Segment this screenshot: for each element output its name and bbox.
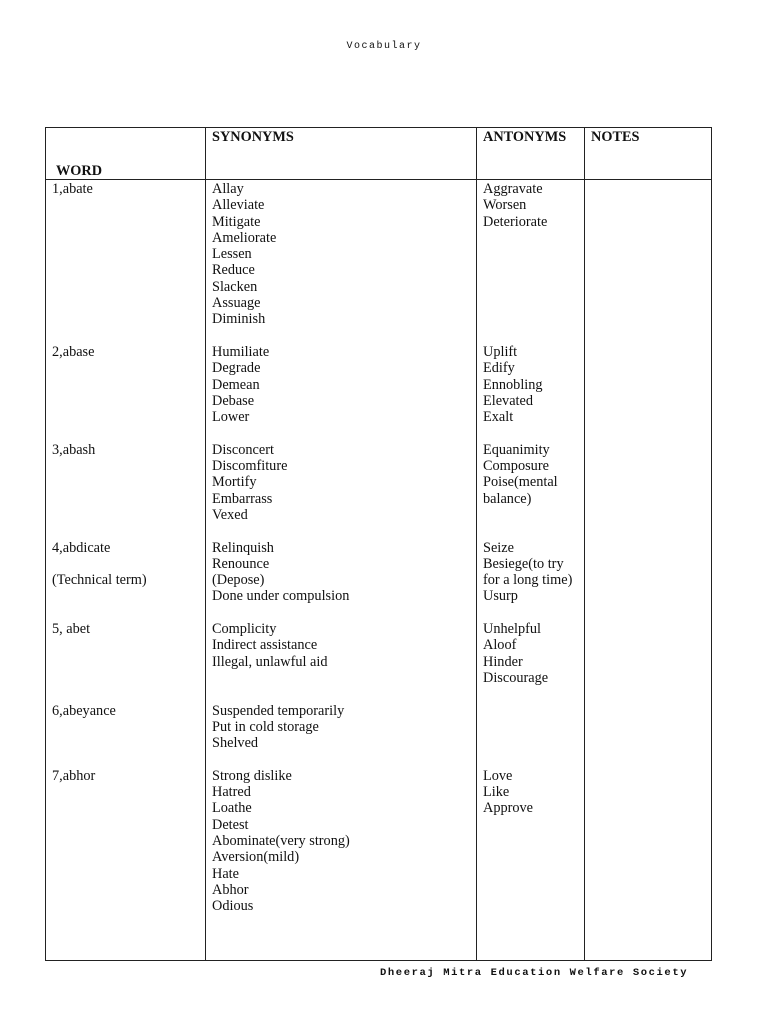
antonym-item: Aloof — [483, 637, 517, 654]
synonym-item: Done under compulsion — [212, 588, 350, 605]
synonym-item: Renounce — [212, 555, 270, 572]
synonym-item: Hatred — [212, 784, 251, 801]
antonym-item: Usurp — [483, 588, 518, 605]
synonym-item: Put in cold storage — [212, 718, 319, 735]
word-entry — [52, 344, 199, 442]
synonym-list — [212, 703, 470, 768]
antonym-item: Love — [483, 767, 513, 784]
synonym-item: Ameliorate — [212, 229, 277, 246]
synonym-item: Aversion(mild) — [212, 849, 300, 866]
antonym-item: Equanimity — [483, 441, 550, 458]
synonym-item: Mortify — [212, 474, 257, 491]
synonym-list — [212, 540, 470, 622]
synonym-item: Humiliate — [212, 344, 270, 360]
antonym-list — [483, 768, 578, 931]
synonym-item: Loathe — [212, 800, 252, 817]
antonym-item: Edify — [483, 360, 515, 377]
antonym-item: Hinder — [483, 653, 523, 670]
synonym-item: Discomfiture — [212, 458, 288, 475]
synonym-list — [212, 344, 470, 442]
word-entry — [52, 621, 199, 703]
antonym-list — [483, 181, 578, 344]
synonym-item: Complicity — [212, 621, 277, 638]
word-text: 1,abate — [52, 181, 93, 197]
antonym-item: Unhelpful — [483, 621, 541, 638]
antonym-item: Discourage — [483, 669, 549, 686]
antonym-list — [483, 621, 578, 703]
antonym-item: Aggravate — [483, 181, 543, 197]
synonym-item: Disconcert — [212, 441, 274, 458]
synonym-item: Illegal, unlawful aid — [212, 653, 328, 670]
word-text: 6,abeyance — [52, 702, 116, 719]
word-entry — [52, 703, 199, 768]
word-text: (Technical term) — [52, 572, 147, 589]
word-text — [52, 556, 199, 572]
synonym-item: Odious — [212, 898, 254, 915]
vocabulary-table — [45, 127, 712, 961]
antonym-list — [483, 540, 578, 622]
synonym-item: Demean — [212, 376, 260, 393]
synonym-item: Debase — [212, 392, 255, 409]
antonym-item: Approve — [483, 800, 534, 817]
synonym-item: Hate — [212, 865, 239, 882]
antonym-item: Ennobling — [483, 376, 543, 393]
word-text: 3,abash — [52, 441, 96, 458]
table-header-row — [46, 128, 712, 180]
table-body-row — [46, 180, 712, 961]
column-header-antonyms: ANTONYMS — [477, 128, 585, 180]
synonym-list — [212, 768, 470, 931]
antonym-list — [483, 703, 578, 768]
antonym-item: Seize — [483, 539, 514, 556]
word-column — [46, 180, 206, 961]
antonym-item: Poise(mental — [483, 474, 558, 491]
word-text: 2,abase — [52, 344, 95, 360]
word-entry — [52, 181, 199, 344]
synonym-item: Detest — [212, 816, 249, 833]
synonym-item: Lessen — [212, 246, 252, 263]
antonym-item: Elevated — [483, 392, 534, 409]
antonym-item: Like — [483, 784, 510, 801]
page-footer: Dheeraj Mitra Education Welfare Society — [380, 967, 689, 979]
antonym-item: Deteriorate — [483, 213, 548, 230]
antonym-item: Exalt — [483, 409, 514, 426]
page-header: Vocabulary — [346, 41, 422, 52]
synonym-item: Reduce — [212, 262, 255, 279]
synonym-item: Shelved — [212, 735, 259, 752]
word-text: 7,abhor — [52, 767, 96, 784]
antonym-item: Worsen — [483, 197, 527, 214]
synonym-item: Indirect assistance — [212, 637, 318, 654]
word-entry — [52, 768, 199, 931]
antonym-item: Besiege(to try — [483, 555, 564, 572]
synonym-item: Alleviate — [212, 197, 265, 214]
synonym-item: (Depose) — [212, 572, 265, 589]
antonym-item: balance) — [483, 490, 532, 507]
synonym-item: Embarrass — [212, 490, 273, 507]
antonym-list — [483, 442, 578, 540]
word-entry — [52, 442, 199, 540]
synonym-item: Lower — [212, 409, 250, 426]
synonym-list — [212, 442, 470, 540]
synonym-item: Mitigate — [212, 213, 261, 230]
column-header-notes: NOTES — [585, 128, 712, 180]
notes-column — [585, 180, 712, 961]
column-header-word: WORD — [46, 128, 206, 180]
antonyms-column — [477, 180, 585, 961]
synonym-item: Assuage — [212, 295, 261, 312]
column-header-synonyms: SYNONYMS — [206, 128, 477, 180]
antonym-item: for a long time) — [483, 572, 573, 589]
synonym-item: Diminish — [212, 311, 266, 328]
synonym-item: Slacken — [212, 278, 258, 295]
antonym-list — [483, 344, 578, 442]
synonym-item: Relinquish — [212, 539, 274, 556]
synonym-item: Allay — [212, 181, 244, 197]
synonym-item: Degrade — [212, 360, 261, 377]
synonym-item: Abominate(very strong) — [212, 832, 350, 849]
word-entry — [52, 540, 199, 622]
synonym-list — [212, 181, 470, 344]
synonym-item: Vexed — [212, 506, 248, 523]
antonym-item: Composure — [483, 458, 549, 475]
synonym-list — [212, 621, 470, 703]
antonym-item: Uplift — [483, 344, 518, 360]
synonym-item: Abhor — [212, 881, 249, 898]
synonym-item: Strong dislike — [212, 767, 292, 784]
word-text: 5, abet — [52, 621, 91, 638]
synonyms-column — [206, 180, 477, 961]
synonym-item: Suspended temporarily — [212, 702, 345, 719]
word-text: 4,abdicate — [52, 539, 111, 556]
